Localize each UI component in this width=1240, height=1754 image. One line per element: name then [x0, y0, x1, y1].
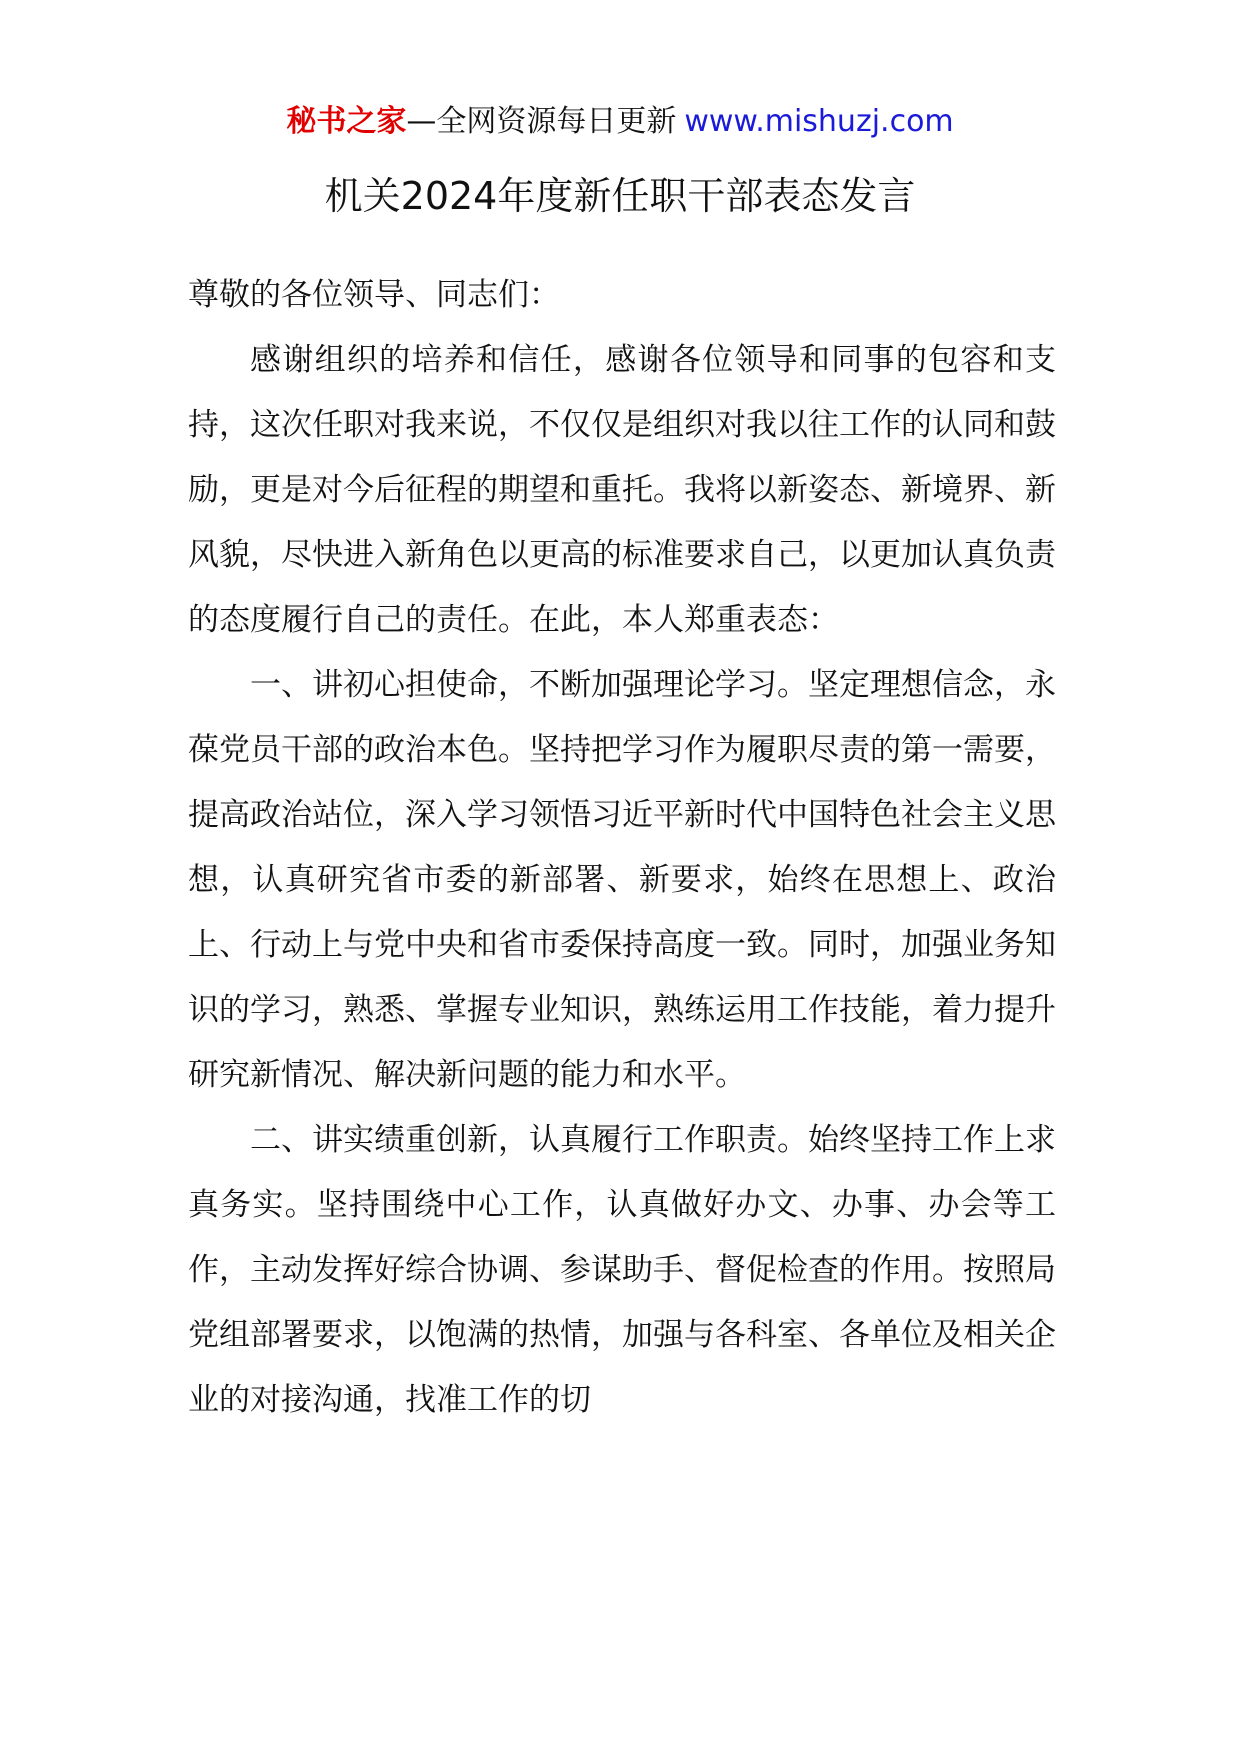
paragraph-point-2 — [188, 1108, 1056, 1433]
brand-name: 秘书之家 — [286, 104, 407, 139]
paragraph-text: 感谢组织的培养和信任，感谢各位领导和同事的包容和支持，这次任职对我来说，不仅仅是组织对我以往工作的认同和鼓励，更是对今后征程的期望和重托。我将以新姿态、新境界、新风貌，尽快进入新角色以更高的标准要求自己，以更加认真负责的态度履行自己的责任。在此，本人郑重表态： — [188, 342, 1056, 638]
header-tagline: —全网资源每日更新 — [406, 104, 677, 139]
paragraph-lead: 二、讲实绩重创新，认真履行工作职责。 — [250, 1122, 808, 1158]
site-url-link[interactable]: www.mishuzj.com — [684, 104, 954, 139]
document-title: 机关2024年度新任职干部表态发言 — [324, 174, 916, 218]
document-body — [188, 263, 1056, 1433]
paragraph-lead: 一、讲初心担使命，不断加强理论学习。 — [250, 667, 808, 703]
paragraph-point-1 — [188, 653, 1056, 1108]
paragraph-text: 始终坚持工作上求真务实。坚持围绕中心工作，认真做好办文、办事、办会等工作，主动发挥好综合协调、参谋助手、督促检查的作用。按照局党组部署要求，以饱满的热情，加强与各科室、各单位及相关企业的对接沟通，找准工作的切 — [188, 1122, 1056, 1418]
site-header — [0, 100, 1240, 144]
salutation: 尊敬的各位领导、同志们： — [188, 277, 560, 313]
paragraph-text: 坚定理想信念，永葆党员干部的政治本色。坚持把学习作为履职尽责的第一需要，提高政治站位，深入学习领悟习近平新时代中国特色社会主义思想，认真研究省市委的新部署、新要求，始终在思想上、政治上、行动上与党中央和省市委保持高度一致。同时，加强业务知识的学习，熟悉、掌握专业知识，熟练运用工作技能，着力提升研究新情况、解决新问题的能力和水平。 — [188, 667, 1056, 1093]
paragraph-intro — [188, 328, 1056, 653]
